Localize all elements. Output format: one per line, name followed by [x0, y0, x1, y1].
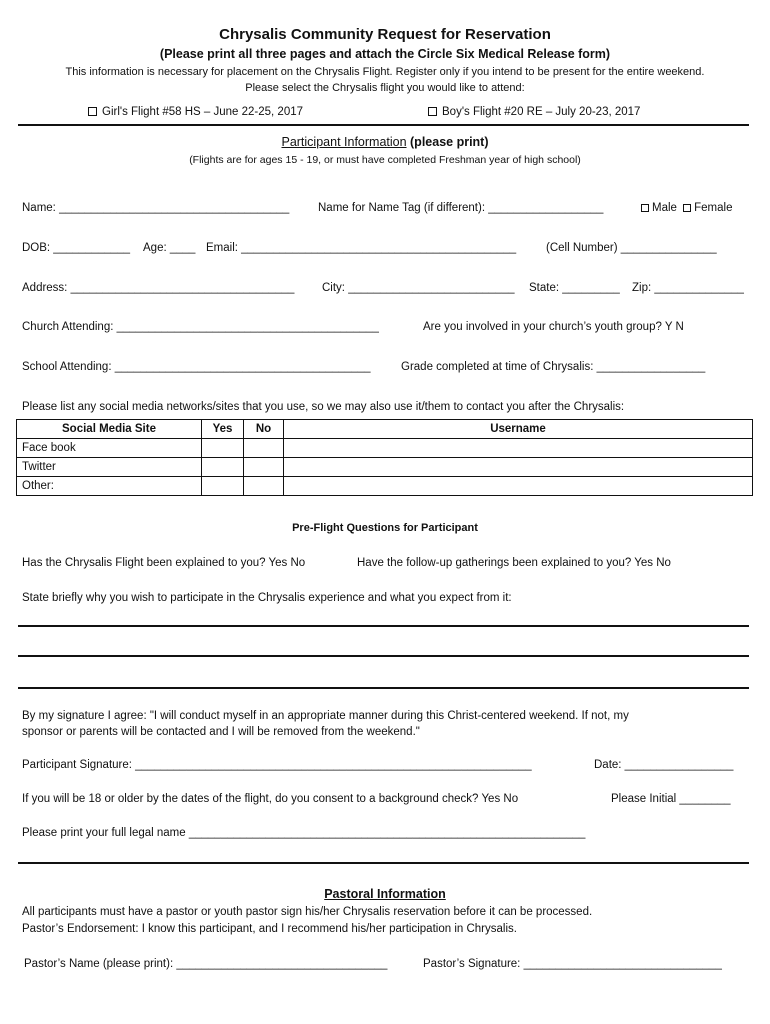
form-subtitle: (Please print all three pages and attach the Circle Six Medical Release form) [159, 47, 611, 61]
column-header: Yes [202, 420, 244, 439]
participant-heading-text: Participant Information [281, 135, 407, 149]
table-row [17, 458, 753, 477]
divider [18, 124, 749, 126]
agreement-line-2: sponsor or parents will be contacted and I will be removed from the weekend." [22, 726, 420, 738]
grade-field[interactable]: Grade completed at time of Chrysalis: _________________ [401, 361, 706, 373]
yes-cell[interactable] [202, 439, 244, 458]
column-header: No [244, 420, 284, 439]
checkbox-icon[interactable] [428, 107, 437, 116]
zip-field[interactable]: Zip: ______________ [632, 282, 744, 294]
flight-option-boys[interactable] [428, 106, 640, 118]
name-tag-field[interactable]: Name for Name Tag (if different): __________________ [318, 202, 604, 214]
question-flight-explained[interactable]: Has the Chrysalis Flight been explained to you? Yes No [22, 557, 306, 569]
table-header-row [17, 420, 753, 439]
initial-field[interactable]: Please Initial ________ [611, 793, 731, 805]
agreement-line-1: By my signature I agree: "I will conduct myself in an appropriate manner during this Christ-centered weekend. If not, my [22, 710, 629, 722]
answer-line[interactable] [18, 625, 749, 627]
youth-group-question[interactable]: Are you involved in your church’s youth group? Y N [423, 321, 684, 333]
city-field[interactable]: City: __________________________ [322, 282, 515, 294]
age-note: (Flights are for ages 15 - 19, or must have completed Freshman year of high school) [189, 154, 581, 166]
no-cell[interactable] [244, 458, 284, 477]
pastor-signature-field[interactable]: Pastor’s Signature: _______________________________ [423, 958, 722, 970]
site-cell: Other: [17, 477, 202, 496]
question-followup-explained[interactable]: Have the follow-up gatherings been explained to you? Yes No [357, 557, 671, 569]
question-why-participate: State briefly why you wish to participate in the Chrysalis experience and what you expect from it: [22, 592, 512, 604]
divider [18, 862, 749, 864]
social-media-table [16, 419, 753, 496]
table-row [17, 439, 753, 458]
column-header: Username [284, 420, 753, 439]
checkbox-icon[interactable] [683, 204, 691, 212]
checkbox-icon[interactable] [641, 204, 649, 212]
participant-heading [0, 135, 770, 149]
cell-number-field[interactable]: (Cell Number) _______________ [546, 242, 717, 254]
dob-field[interactable]: DOB: ____________ [22, 242, 131, 254]
no-cell[interactable] [244, 439, 284, 458]
select-prompt: Please select the Chrysalis flight you would like to attend: [245, 82, 525, 94]
participant-heading-suffix: (please print) [406, 135, 489, 149]
yes-cell[interactable] [202, 477, 244, 496]
gender-options[interactable] [641, 202, 733, 214]
site-cell: Face book [17, 439, 202, 458]
flight-girls-label: Girl's Flight #58 HS – June 22-25, 2017 [102, 106, 304, 118]
table-row [17, 477, 753, 496]
participant-signature-field[interactable]: Participant Signature: ______________________________________________________________ [22, 759, 532, 771]
preflight-heading: Pre-Flight Questions for Participant [292, 522, 478, 534]
yes-cell[interactable] [202, 458, 244, 477]
email-field[interactable]: Email: ___________________________________________ [206, 242, 517, 254]
username-cell[interactable] [284, 458, 753, 477]
state-field[interactable]: State: _________ [529, 282, 620, 294]
social-prompt: Please list any social media networks/sites that you use, so we may also use it/them to contact you after the Chrysalis: [22, 401, 625, 413]
date-field[interactable]: Date: _________________ [594, 759, 734, 771]
site-cell: Twitter [17, 458, 202, 477]
flight-option-girls[interactable] [88, 106, 303, 118]
pastoral-line-2: Pastor’s Endorsement: I know this participant, and I recommend his/her participation in Chrysalis. [22, 923, 517, 935]
legal-name-field[interactable]: Please print your full legal name ______________________________________________________________ [22, 827, 586, 839]
background-check-question[interactable]: If you will be 18 or older by the dates of the flight, do you consent to a background check? Yes No [22, 793, 519, 805]
male-label: Male [652, 202, 677, 214]
name-field[interactable]: Name: ____________________________________ [22, 202, 290, 214]
age-field[interactable]: Age: ____ [143, 242, 196, 254]
school-field[interactable]: School Attending: ________________________________________ [22, 361, 371, 373]
column-header: Social Media Site [17, 420, 202, 439]
address-field[interactable]: Address: ___________________________________ [22, 282, 295, 294]
form-title: Chrysalis Community Request for Reservation [219, 26, 551, 43]
checkbox-icon[interactable] [88, 107, 97, 116]
pastoral-heading: Pastoral Information [324, 887, 446, 901]
answer-line[interactable] [18, 687, 749, 689]
pastoral-line-1: All participants must have a pastor or youth pastor sign his/her Chrysalis reservation before it can be processed. [22, 906, 593, 918]
username-cell[interactable] [284, 439, 753, 458]
no-cell[interactable] [244, 477, 284, 496]
female-label: Female [694, 202, 733, 214]
answer-line[interactable] [18, 655, 749, 657]
pastor-name-field[interactable]: Pastor’s Name (please print): _________________________________ [24, 958, 388, 970]
church-field[interactable]: Church Attending: _________________________________________ [22, 321, 379, 333]
username-cell[interactable] [284, 477, 753, 496]
intro-text: This information is necessary for placement on the Chrysalis Flight. Register only if you intend to be present for the entire weekend. [65, 66, 705, 78]
flight-boys-label: Boy's Flight #20 RE – July 20-23, 2017 [442, 106, 641, 118]
